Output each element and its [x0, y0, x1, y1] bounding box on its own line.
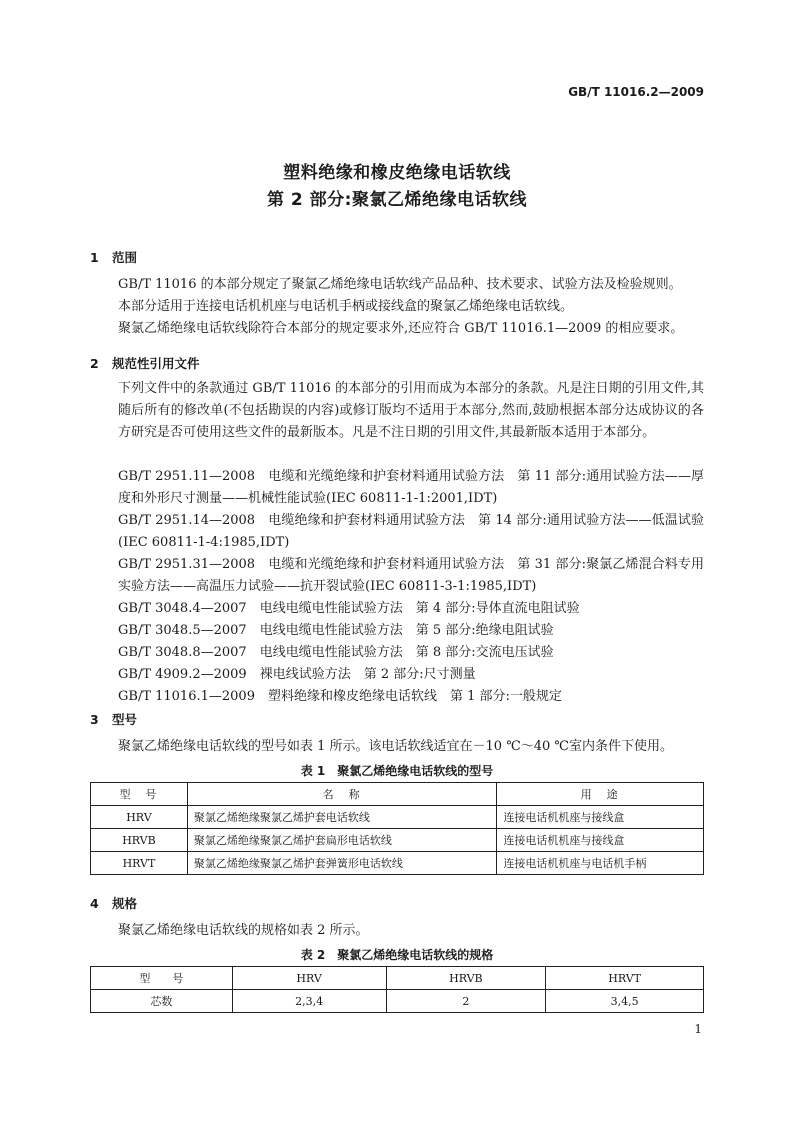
- table-row: [91, 829, 704, 852]
- table-row: [91, 806, 704, 829]
- intro-text: 下列文件中的条款通过 GB/T 11016 的本部分的引用而成为本部分的条款。凡是注日期的引用文件,其随后所有的修改单(不包括勘误的内容)或修订版均不适用于本部分,然而,鼓励根据本部分达成协议的各方研究是否可使用这些文件的最新版本。凡是不注日期的引用文件,其最新版本适用于本部分。: [118, 381, 704, 440]
- standard-number: GB/T 11016.2—2009: [568, 85, 704, 99]
- reference-item: GB/T 3048.8—2007 电线电缆电性能试验方法 第 8 部分:交流电压试验: [118, 645, 554, 660]
- section-2-heading: [90, 354, 200, 372]
- paragraph: 聚氯乙烯绝缘电话软线的规格如表 2 所示。: [118, 923, 369, 938]
- paragraph: 本部分适用于连接电话机机座与电话机手柄或接线盒的聚氯乙烯绝缘电话软线。: [118, 299, 574, 314]
- paragraph: 聚氯乙烯绝缘电话软线的型号如表 1 所示。该电话软线适宜在－10 ℃～40 ℃室内条件下使用。: [118, 739, 673, 754]
- section-title: 规范性引用文件: [112, 356, 200, 371]
- table-cell: 连接电话机机座与接线盒: [497, 829, 704, 852]
- reference-item: GB/T 4909.2—2009 裸电线试验方法 第 2 部分:尺寸测量: [118, 667, 476, 682]
- section-number: 2: [90, 356, 99, 371]
- table-1-caption: 表 1 聚氯乙烯绝缘电话软线的型号: [300, 764, 494, 778]
- table-2-caption: 表 2 聚氯乙烯绝缘电话软线的规格: [300, 948, 494, 962]
- header-cell: HRVT: [546, 967, 704, 990]
- table-2: [90, 966, 704, 1013]
- header-cell: 名 称: [187, 783, 496, 806]
- table-cell: HRV: [91, 806, 188, 829]
- table-cell: 2,3,4: [232, 990, 386, 1013]
- reference-item: GB/T 11016.1—2009 塑料绝缘和橡皮绝缘电话软线 第 1 部分:一般规定: [118, 689, 562, 704]
- header-cell: 型 号: [91, 783, 188, 806]
- header-cell: HRV: [232, 967, 386, 990]
- reference-text: GB/T 2951.11—2008 电缆和光缆绝缘和护套材料通用试验方法 第 11 部分:通用试验方法——厚度和外形尺寸测量——机械性能试验(IEC 60811-1-1:2001,IDT): [118, 469, 704, 506]
- section-number: 1: [90, 250, 99, 265]
- header-cell: 型 号: [91, 967, 233, 990]
- table-cell: 聚氯乙烯绝缘聚氯乙烯护套电话软线: [187, 806, 496, 829]
- table-cell: 芯数: [91, 990, 233, 1013]
- table-cell: HRVB: [91, 829, 188, 852]
- section-number: 4: [90, 896, 99, 911]
- section-3-heading: [90, 710, 137, 728]
- reference-item: GB/T 3048.4—2007 电线电缆电性能试验方法 第 4 部分:导体直流电阻试验: [118, 601, 580, 616]
- table-cell: 2: [386, 990, 546, 1013]
- page-number: 1: [694, 1022, 702, 1036]
- section-1-heading: [90, 248, 137, 266]
- reference-item: GB/T 3048.5—2007 电线电缆电性能试验方法 第 5 部分:绝缘电阻试验: [118, 623, 554, 638]
- reference-text: GB/T 2951.31—2008 电缆和光缆绝缘和护套材料通用试验方法 第 31 部分:聚氯乙烯混合料专用实验方法——高温压力试验——抗开裂试验(IEC 60811-3-1:1985,IDT): [118, 557, 704, 594]
- reference-item: [90, 466, 704, 510]
- section-title: 型号: [112, 712, 138, 727]
- table-cell: HRVT: [91, 852, 188, 875]
- paragraph: GB/T 11016 的本部分规定了聚氯乙烯绝缘电话软线产品品种、技术要求、试验方法及检验规则。: [118, 277, 682, 292]
- table-cell: 3,4,5: [546, 990, 704, 1013]
- document-title: 塑料绝缘和橡皮绝缘电话软线: [283, 163, 511, 183]
- reference-item: [90, 510, 704, 554]
- header-cell: 用 途: [497, 783, 704, 806]
- table-1: [90, 782, 704, 875]
- table-row: [91, 990, 704, 1013]
- section-4-heading: [90, 894, 137, 912]
- section-number: 3: [90, 712, 99, 727]
- table-header-row: [91, 967, 704, 990]
- document-subtitle: 第 2 部分:聚氯乙烯绝缘电话软线: [267, 190, 527, 210]
- section-title: 规格: [112, 896, 138, 911]
- reference-text: GB/T 2951.14—2008 电缆绝缘和护套材料通用试验方法 第 14 部分:通用试验方法——低温试验(IEC 60811-1-4:1985,IDT): [118, 513, 704, 550]
- table-header-row: [91, 783, 704, 806]
- reference-item: [90, 554, 704, 598]
- paragraph: [90, 378, 704, 444]
- paragraph: 聚氯乙烯绝缘电话软线除符合本部分的规定要求外,还应符合 GB/T 11016.1—2009 的相应要求。: [118, 321, 684, 336]
- table-cell: 连接电话机机座与接线盒: [497, 806, 704, 829]
- table-cell: 连接电话机机座与电话机手柄: [497, 852, 704, 875]
- table-cell: 聚氯乙烯绝缘聚氯乙烯护套扁形电话软线: [187, 829, 496, 852]
- table-row: [91, 852, 704, 875]
- section-title: 范围: [112, 250, 138, 265]
- table-cell: 聚氯乙烯绝缘聚氯乙烯护套弹簧形电话软线: [187, 852, 496, 875]
- header-cell: HRVB: [386, 967, 546, 990]
